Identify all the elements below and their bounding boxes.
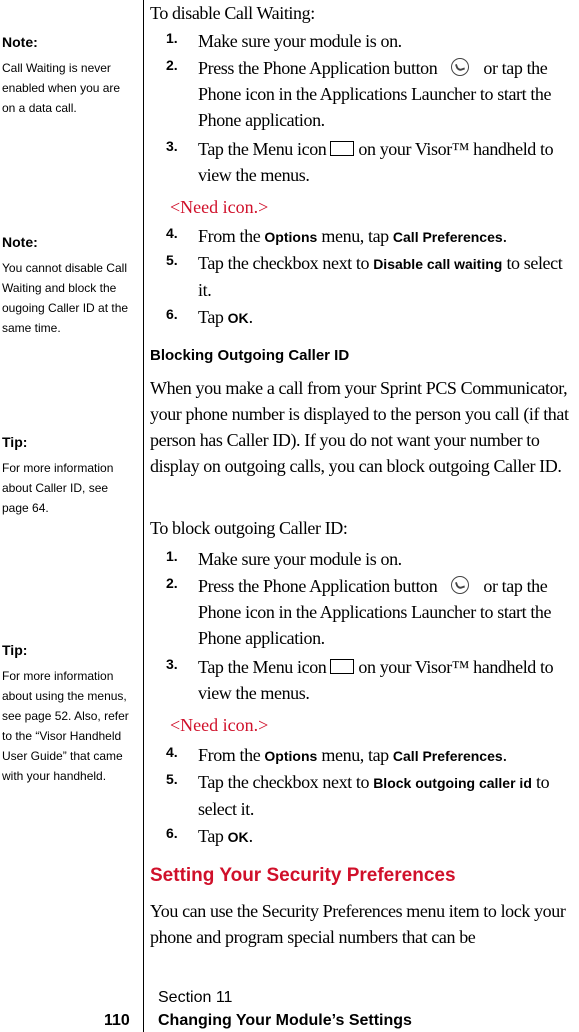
block-heading: Blocking Outgoing Caller ID: [150, 347, 350, 364]
security-paragraph: You can use the Security Preferences menu item to lock your phone and program special numbers that can be: [150, 901, 566, 947]
phone-button-icon: [451, 58, 469, 76]
footer-section-label: Section 11: [158, 989, 233, 1006]
footer-chapter-title: Changing Your Module’s Settings: [158, 1012, 412, 1029]
security-heading: Setting Your Security Preferences: [150, 865, 456, 886]
menu-icon: [330, 659, 354, 674]
phone-button-icon: [451, 576, 469, 594]
sidebar-note-1: [2, 34, 132, 118]
column-divider: [143, 0, 144, 1032]
page-number: 110: [104, 1012, 130, 1029]
need-icon-placeholder: <Need icon.>: [170, 715, 269, 735]
block-paragraph: When you make a call from your Sprint PCS Communicator, your phone number is displayed to the person you call (if that person has Caller ID). If you do not want your number to display on outgoing calls, you can block outgoing Caller ID.: [150, 378, 569, 476]
menu-icon: [330, 141, 354, 156]
tip-heading: Tip:: [2, 642, 28, 658]
tip-body: For more information about using the menus, see page 52. Also, refer to the “Visor Handheld User Guide” that came with your handheld.: [2, 669, 129, 783]
note-body: You cannot disable Call Waiting and block the ougoing Caller ID at the same time.: [2, 261, 129, 335]
need-icon-placeholder: <Need icon.>: [170, 197, 269, 217]
note-body: Call Waiting is never enabled when you are on a data call.: [2, 61, 121, 115]
block-intro: To block outgoing Caller ID:: [150, 518, 348, 538]
disable-intro: To disable Call Waiting:: [150, 3, 315, 23]
note-heading: Note:: [2, 234, 38, 250]
note-heading: Note:: [2, 34, 38, 50]
sidebar-tip-2: [2, 642, 132, 786]
tip-heading: Tip:: [2, 434, 28, 450]
sidebar-tip-1: [2, 434, 132, 518]
sidebar-note-2: [2, 234, 132, 338]
tip-body: For more information about Caller ID, see page 64.: [2, 461, 114, 515]
